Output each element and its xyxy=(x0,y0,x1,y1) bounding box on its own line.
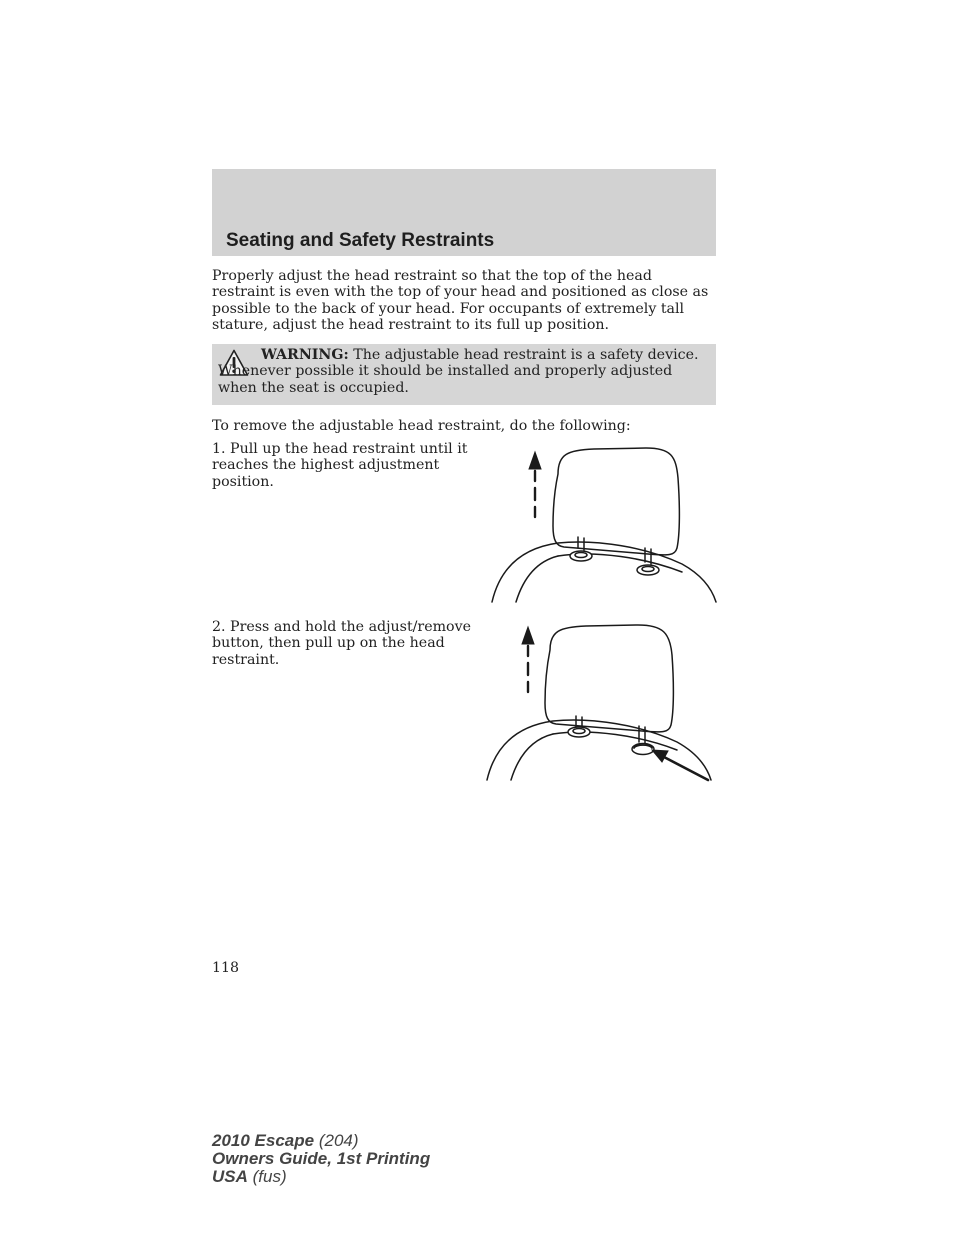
head-restraint-pull-up-illustration xyxy=(486,444,718,606)
intro-paragraph: Properly adjust the head restraint so that the top of the head restraint is even with the top of your head and positioned as close as possible to the back of your head. For occupants of extremely tall stature, adjust the head restraint to its full up position. xyxy=(212,268,709,334)
warning-text xyxy=(218,347,708,396)
section-header-band xyxy=(212,169,716,256)
step-2-text: 2. Press and hold the adjust/remove button, then pull up on the head restraint. xyxy=(212,619,472,668)
head-restraint-release-button-illustration xyxy=(482,622,716,784)
remove-intro-text: To remove the adjustable head restraint, do the following: xyxy=(212,418,631,434)
footer-model: 2010 Escape xyxy=(212,1131,315,1150)
page-number: 118 xyxy=(212,960,240,976)
footer-guide-edition: Owners Guide, 1st Printing xyxy=(212,1149,431,1168)
footer-model-code: (204) xyxy=(318,1131,359,1150)
footer-market-code: (fus) xyxy=(252,1167,287,1186)
footer-line-3 xyxy=(212,1168,430,1186)
footer-market: USA xyxy=(212,1167,248,1186)
warning-box xyxy=(212,344,716,405)
section-title: Seating and Safety Restraints xyxy=(226,230,495,251)
warning-label: WARNING: xyxy=(261,347,349,363)
footer-line-1 xyxy=(212,1132,430,1150)
warning-body: The adjustable head restraint is a safety device. Whenever possible it should be installed and properly adjusted when the seat is occupied. xyxy=(218,347,699,396)
step-1-text: 1. Pull up the head restraint until it reaches the highest adjustment position. xyxy=(212,441,468,490)
document-footer xyxy=(212,1132,430,1186)
